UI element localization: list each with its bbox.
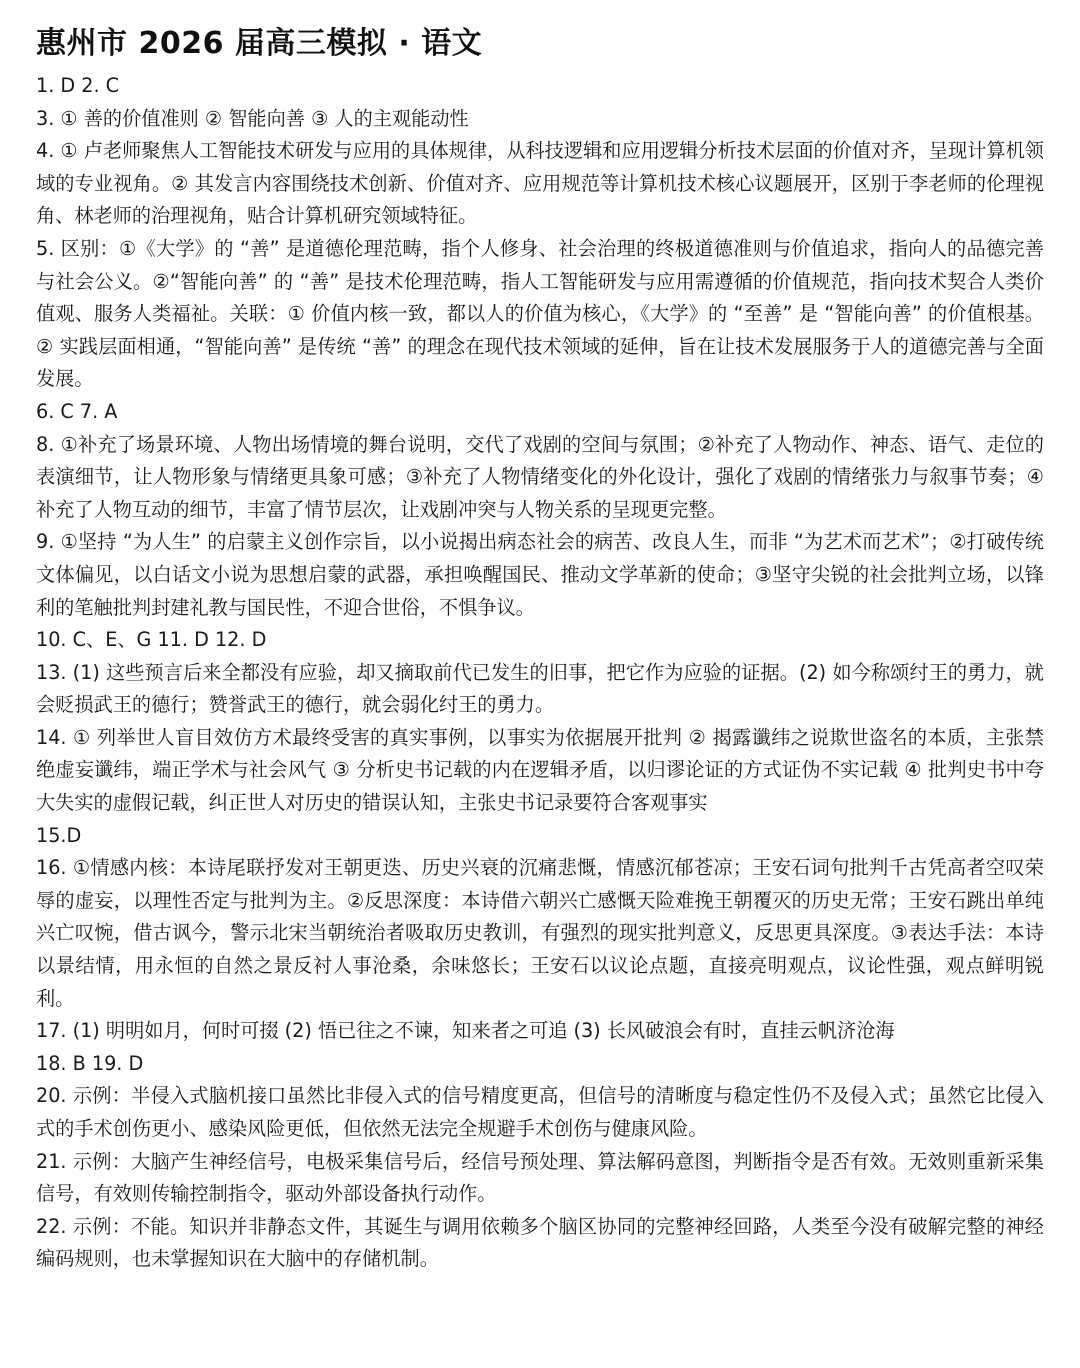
answer-q1-2: 1. D 2. C xyxy=(36,74,120,97)
answer-q17: 17. (1) 明明如月，何时可掇 (2) 悟已往之不谏，知来者之可追 (3) 长风破浪会有时，直挂云帆济沧海 xyxy=(36,1019,895,1043)
answer-q20: 20. 示例：半侵入式脑机接口虽然比非侵入式的信号精度更高，但信号的清晰度与稳定性仍不及侵入式；虽然它比侵入式的手术创伤更小、感染风险更低，但依然无法完全规避手术创伤与健康风险。 xyxy=(36,1084,1044,1140)
answer-q8: 8. ①补充了场景环境、人物出场情境的舞台说明，交代了戏剧的空间与氛围；②补充了人物动作、神态、语气、走位的表演细节，让人物形象与情绪更具象可感；③补充了人物情绪变化的外化设计，强化了戏剧的情绪张力与叙事节奏；④补充了人物互动的细节，丰富了情节层次，让戏剧冲突与人物关系的呈现更完整。 xyxy=(36,432,1044,521)
answer-q3: 3. ① 善的价值准则 ② 智能向善 ③ 人的主观能动性 xyxy=(36,106,469,130)
answer-q16: 16. ①情感内核：本诗尾联抒发对王朝更迭、历史兴衰的沉痛悲慨，情感沉郁苍凉；王安石词句批判千古凭高者空叹荣辱的虚妄，以理性否定与批判为主。②反思深度：本诗借六朝兴亡感慨天险难挽王朝覆灭的历史无常；王安石跳出单纯兴亡叹惋，借古讽今，警示北宋当朝统治者吸取历史教训，有强烈的现实批判意义，反思更具深度。③表达手法：本诗以景结情，用永恒的自然之景反衬人事沧桑，余味悠长；王安石以议论点题，直接亮明观点，议论性强，观点鲜明锐利。 xyxy=(36,856,1044,1010)
answer-q9: 9. ①坚持 “为人生” 的启蒙主义创作宗旨，以小说揭出病态社会的病苦、改良人生，而非 “为艺术而艺术”；②打破传统文体偏见，以白话文小说为思想启蒙的武器，承担唤醒国民、推动文学革新的使命；③坚守尖锐的社会批判立场，以锋利的笔触批判封建礼教与国民性，不迎合世俗，不惧争议。 xyxy=(36,530,1044,619)
answer-q5: 5. 区别：①《大学》的 “善” 是道德伦理范畴，指个人修身、社会治理的终极道德准则与价值追求，指向人的品德完善与社会公义。②“智能向善” 的 “善” 是技术伦理范畴，指人工智能研发与应用需遵循的价值规范，指向技术契合人类价值观、服务人类福祉。关联：① 价值内核一致，都以人的价值为核心，《大学》的 “至善” 是 “智能向善” 的价值根基。② 实践层面相通，“智能向善” 是传统 “善” 的理念在现代技术领域的延伸，旨在让技术发展服务于人的道德完善与全面发展。 xyxy=(36,236,1044,391)
answer-q6-7: 6. C 7. A xyxy=(36,399,118,423)
answer-q15: 15.D xyxy=(36,823,82,847)
answer-q13: 13. (1) 这些预言后来全都没有应验，却又摘取前代已发生的旧事，把它作为应验的证据。(2) 如今称颂纣王的勇力，就会贬损武王的德行；赞誉武王的德行，就会弱化纣王的勇力。 xyxy=(36,660,1044,717)
answer-list xyxy=(36,70,1044,1276)
document-title: 惠州市 2026 届高三模拟 · 语文 xyxy=(36,26,483,61)
answer-q18-19: 18. B 19. D xyxy=(36,1051,144,1075)
answer-q21: 21. 示例：大脑产生神经信号，电极采集信号后，经信号预处理、算法解码意图，判断指令是否有效。无效则重新采集信号，有效则传输控制指令，驱动外部设备执行动作。 xyxy=(36,1149,1044,1206)
answer-q14: 14. ① 列举世人盲目效仿方术最终受害的真实事例，以事实为依据展开批判 ② 揭露谶纬之说欺世盗名的本质，主张禁绝虚妄谶纬，端正学术与社会风气 ③ 分析史书记载的内在逻辑矛盾，以归谬论证的方式证伪不实记载 ④ 批判史书中夸大失实的虚假记载，纠正世人对历史的错误认知，主张史书记录要符合客观事实 xyxy=(36,725,1044,815)
answer-q22: 22. 示例：不能。知识并非静态文件，其诞生与调用依赖多个脑区协同的完整神经回路，人类至今没有破解完整的神经编码规则，也未掌握知识在大脑中的存储机制。 xyxy=(36,1214,1044,1271)
answer-q10-12: 10. C、E、G 11. D 12. D xyxy=(36,628,267,652)
answer-q4: 4. ① 卢老师聚焦人工智能技术研发与应用的具体规律，从科技逻辑和应用逻辑分析技术层面的价值对齐，呈现计算机领域的专业视角。② 其发言内容围绕技术创新、价值对齐、应用规范等计算机技术核心议题展开，区别于李老师的伦理视角、林老师的治理视角，贴合计算机研究领域特征。 xyxy=(36,139,1044,228)
